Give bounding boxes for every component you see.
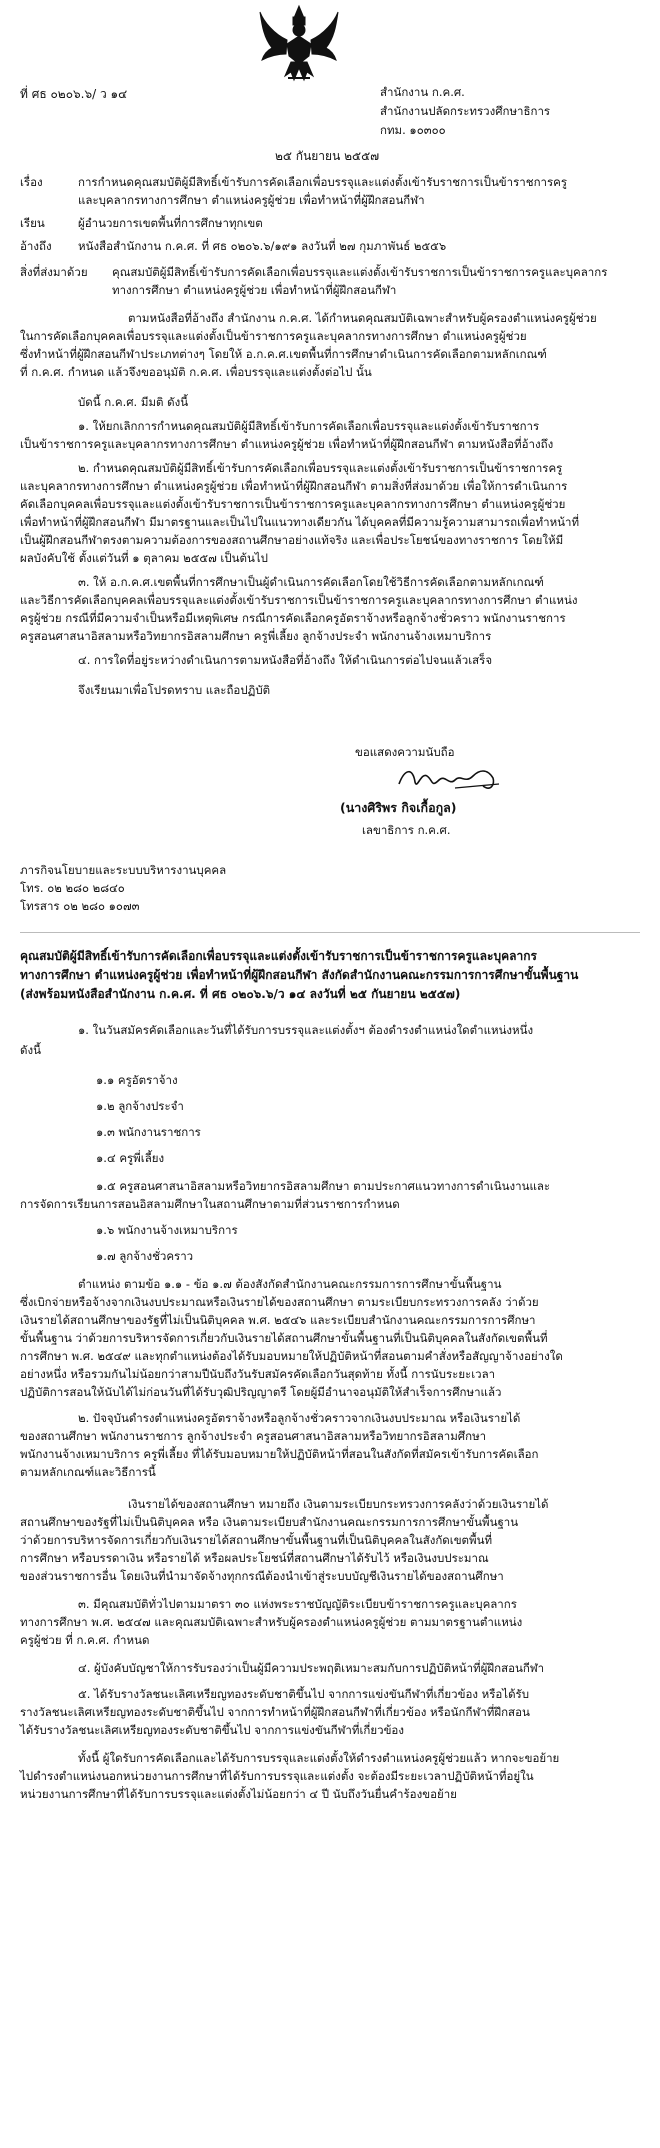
body-line: เป็นผู้ฝึกสอนกีฬาตรงตามความต้องการของสถานศึกษาอย่างแท้จริง และเพื่อประโยชน์ของทางราชการ โดยให้มี — [20, 533, 564, 547]
body-line: และบุคลากรทางการศึกษา ตำแหน่งครูผู้ช่วย เพื่อทำหน้าที่ผู้ฝึกสอนกีฬา ตามสิ่งที่ส่งมาด้วย เพื่อให้การดำเนินการ — [20, 479, 568, 493]
body-line: ตามหนังสือที่อ้างถึง สำนักงาน ก.ค.ศ. ได้กำหนดคุณสมบัติเฉพาะสำหรับผู้ครองตำแหน่งครูผู้ช่วย — [128, 311, 597, 325]
subject-label: เรื่อง — [20, 175, 43, 189]
closing-phrase: ขอแสดงความนับถือ — [355, 745, 455, 759]
attachment-line: ปฏิบัติการสอนให้นับได้ไม่ก่อนวันที่ได้รับวุฒิปริญญาตรี โดยผู้มีอำนาจอนุมัติให้สำเร็จการศึกษาแล้ว — [20, 1385, 502, 1399]
attachment-line: การศึกษา หรือบรรดาเงิน หรือรายได้ หรือผลประโยชน์ที่สถานศึกษาได้รับไว้ หรือเงินงบประมาณ — [20, 1551, 489, 1565]
attachment-line: การจัดการเรียนการสอนอิสลามศึกษาในสถานศึกษาตามที่ส่วนราชการกำหนด — [20, 1197, 400, 1211]
attachment-line: พนักงานจ้างเหมาบริการ ครูพี่เลี้ยง ที่ได้รับมอบหมายให้ปฏิบัติหน้าที่สอนในสังกัดที่สมัครเข้ารับการคัดเลือก — [20, 1447, 539, 1461]
office-line-1: สำนักงาน ก.ค.ศ. — [380, 85, 465, 99]
attachment-line: เงินรายได้สถานศึกษาของรัฐที่ไม่เป็นนิติบุคคล พ.ศ. ๒๕๔๖ และระเบียบสำนักงานคณะกรรมการการศึกษา — [20, 1313, 536, 1327]
enclosure-line-1: คุณสมบัติผู้มีสิทธิ์เข้ารับการคัดเลือกเพื่อบรรจุและแต่งตั้งเข้ารับราชการเป็นข้าราชการครูและบุคลากร — [112, 265, 608, 279]
document-number: ที่ ศธ ๐๒๐๖.๖/ ว ๑๔ — [20, 87, 128, 101]
reference-label: อ้างถึง — [20, 239, 52, 253]
attachment-line: ดังนี้ — [20, 1043, 41, 1057]
body-line: เพื่อทำหน้าที่ผู้ฝึกสอนกีฬา มีมาตรฐานและเป็นไปในแนวทางเดียวกัน ได้บุคคลที่มีความรู้ความสามารถเพื่อทำหน้าที่ — [20, 515, 580, 529]
attachment-line: หน่วยงานการศึกษาที่ได้รับการบรรจุและแต่งตั้งไม่น้อยกว่า ๔ ปี นับถึงวันยื่นคำร้องขอย้าย — [20, 1787, 457, 1801]
enclosure-line-2: ทางการศึกษา ตำแหน่งครูผู้ช่วย เพื่อทำหน้าที่ผู้ฝึกสอนกีฬา — [112, 283, 397, 297]
department: ภารกิจนโยบายและระบบบริหารงานบุคคล — [20, 863, 227, 877]
attachment-line: ของสถานศึกษา พนักงานราชการ ลูกจ้างประจำ ครูสอนศาสนาอิสลามหรือวิทยากรอิสลามศึกษา — [20, 1429, 487, 1443]
attachment-line: ของส่วนราชการอื่น โดยเงินที่นำมาจัดจ้างทุกกรณีต้องนำเข้าสู่ระบบบัญชีเงินรายได้ของสถานศึกษา — [20, 1569, 504, 1583]
body-line: ครูสอนศาสนาอิสลามหรือวิทยากรอิสลามศึกษา ครูพี่เลี้ยง ลูกจ้างประจำ พนักงานจ้างเหมาบริการ — [20, 629, 492, 643]
to-recipient: ผู้อำนวยการเขตพื้นที่การศึกษาทุกเขต — [78, 216, 263, 230]
attachment-line: รางวัลชนะเลิศเหรียญทองระดับชาติขึ้นไป จากการทำหน้าที่ผู้ฝึกสอนกีฬาที่เกี่ยวข้อง หรือนักกีฬาที่ฝึกสอน — [20, 1705, 530, 1719]
telephone: โทร. ๐๒ ๒๘๐ ๒๘๔๐ — [20, 881, 125, 895]
reference-text: หนังสือสำนักงาน ก.ค.ศ. ที่ ศธ ๐๒๐๖.๖/๑๙๑ ลงวันที่ ๒๗ กุมภาพันธ์ ๒๕๕๖ — [78, 239, 447, 253]
attachment-title-line-3: (ส่งพร้อมหนังสือสำนักงาน ก.ค.ศ. ที่ ศธ ๐๒๐๖.๖/ว ๑๔ ลงวันที่ ๒๕ กันยายน ๒๕๕๗) — [20, 987, 461, 1001]
attachment-line: ครูผู้ช่วย ที่ ก.ค.ศ. กำหนด — [20, 1633, 150, 1647]
body-line: คัดเลือกบุคคลเพื่อบรรจุและแต่งตั้งเข้ารับราชการเป็นข้าราชการครูและบุคลากรทางการศึกษา ตำแหน่งครูผู้ช่วย — [20, 497, 566, 511]
attachment-line: ๓. มีคุณสมบัติทั่วไปตามมาตรา ๓๐ แห่งพระราชบัญญัติระเบียบข้าราชการครูและบุคลากร — [78, 1597, 517, 1611]
body-line: จึงเรียนมาเพื่อโปรดทราบ และถือปฏิบัติ — [78, 683, 271, 697]
attachment-list-item: ๑.๕ ครูสอนศาสนาอิสลามหรือวิทยากรอิสลามศึกษา ตามประกาศแนวทางการดำเนินงานและ — [96, 1179, 551, 1193]
garuda-emblem-icon — [258, 4, 340, 84]
attachment-line: ตำแหน่ง ตามข้อ ๑.๑ - ข้อ ๑.๗ ต้องสังกัดสำนักงานคณะกรรมการการศึกษาขั้นพื้นฐาน — [78, 1277, 502, 1291]
attachment-line: ไปดำรงตำแหน่งนอกหน่วยงานการศึกษาที่ได้รับการบรรจุและแต่งตั้ง จะต้องมีระยะเวลาปฏิบัติหน้าที่อยู่ใน — [20, 1769, 534, 1783]
attachment-line: ทางการศึกษา พ.ศ. ๒๕๔๗ และคุณสมบัติเฉพาะสำหรับผู้ครองตำแหน่งครูผู้ช่วย ตามมาตรฐานตำแหน่ง — [20, 1615, 523, 1629]
enclosure-label: สิ่งที่ส่งมาด้วย — [20, 265, 88, 279]
attachment-line: สถานศึกษาของรัฐที่ไม่เป็นนิติบุคคล หรือ เงินตามระเบียบสำนักงานคณะกรรมการการศึกษาขั้นพื้นฐาน — [20, 1515, 519, 1529]
office-line-2: สำนักงานปลัดกระทรวงศึกษาธิการ — [380, 104, 551, 118]
attachment-line: ๒. ปัจจุบันดำรงตำแหน่งครูอัตราจ้างหรือลูกจ้างชั่วคราวจากเงินงบประมาณ หรือเงินรายได้ — [78, 1411, 521, 1425]
subject-line-1: การกำหนดคุณสมบัติผู้มีสิทธิ์เข้ารับการคัดเลือกเพื่อบรรจุและแต่งตั้งเข้ารับราชการเป็นข้าราชการครู — [78, 175, 568, 189]
body-line: ครูผู้ช่วย กรณีที่มีความจำเป็นหรือมีเหตุพิเศษ กรณีการคัดเลือกครูอัตราจ้างหรือลูกจ้างชั่วคราว พนักงานราชการ — [20, 611, 566, 625]
attachment-line: ว่าด้วยการบริหารจัดการเกี่ยวกับเงินรายได้สถานศึกษาขั้นพื้นฐานที่เป็นนิติบุคคลในสังกัดเขตพื้นที่ — [20, 1533, 493, 1547]
body-line: ที่ ก.ค.ศ. กำหนด แล้วจึงขออนุมัติ ก.ค.ศ. เพื่อบรรจุและแต่งตั้งต่อไป นั้น — [20, 365, 372, 379]
body-line: เป็นข้าราชการครูและบุคลากรทางการศึกษา ตำแหน่งครูผู้ช่วย เพื่อทำหน้าที่ผู้ฝึกสอนกีฬา ตามหนังสือที่อ้างถึง — [20, 437, 554, 451]
body-line: ผลบังคับใช้ ตั้งแต่วันที่ ๑ ตุลาคม ๒๕๕๗ เป็นต้นไป — [20, 551, 268, 565]
subject-line-2: และบุคลากรทางการศึกษา ตำแหน่งครูผู้ช่วย เพื่อทำหน้าที่ผู้ฝึกสอนกีฬา — [78, 193, 425, 207]
signer-title: เลขาธิการ ก.ค.ศ. — [362, 823, 451, 837]
body-line: บัดนี้ ก.ค.ศ. มีมติ ดังนี้ — [78, 395, 189, 409]
attachment-title-line-1: คุณสมบัติผู้มีสิทธิ์เข้ารับการคัดเลือกเพื่อบรรจุและแต่งตั้งเข้ารับราชการเป็นข้าราชการครูและบุคลากร — [20, 949, 537, 963]
letter-date: ๒๕ กันยายน ๒๕๕๗ — [275, 149, 380, 163]
attachment-list-item: ๑.๗ ลูกจ้างชั่วคราว — [96, 1249, 194, 1263]
body-line: ๔. การใดที่อยู่ระหว่างดำเนินการตามหนังสือที่อ้างถึง ให้ดำเนินการต่อไปจนแล้วเสร็จ — [78, 653, 493, 667]
body-line: ๑. ให้ยกเลิกการกำหนดคุณสมบัติผู้มีสิทธิ์เข้ารับการคัดเลือกเพื่อบรรจุและแต่งตั้งเข้ารับราชการ — [78, 419, 540, 433]
handwritten-signature — [395, 762, 505, 796]
attachment-list-item: ๑.๒ ลูกจ้างประจำ — [96, 1099, 184, 1113]
attachment-line: ซึ่งเบิกจ่ายหรือจ้างจากเงินงบประมาณหรือเงินรายได้ของสถานศึกษา ตามระเบียบกระทรวงการคลัง ว่าด้วย — [20, 1295, 539, 1309]
page-divider — [20, 932, 640, 933]
fax: โทรสาร ๐๒ ๒๘๐ ๑๐๗๓ — [20, 899, 140, 913]
body-line: และวิธีการคัดเลือกบุคคลเพื่อบรรจุและแต่งตั้งเข้ารับราชการเป็นข้าราชการครูและบุคลากรทางการศึกษา ตำแหน่ง — [20, 593, 578, 607]
body-line: ในการคัดเลือกบุคคลเพื่อบรรจุและแต่งตั้งเป็นข้าราชการครูและบุคลากรทางการศึกษา ตำแหน่งครูผู้ช่วย — [20, 329, 527, 343]
attachment-title-line-2: ทางการศึกษา ตำแหน่งครูผู้ช่วย เพื่อทำหน้าที่ผู้ฝึกสอนกีฬา สังกัดสำนักงานคณะกรรมการการศึกษาขั้นพื้นฐาน — [20, 968, 579, 982]
attachment-list-item: ๑.๓ พนักงานราชการ — [96, 1125, 201, 1139]
attachment-list-item: ๑.๑ ครูอัตราจ้าง — [96, 1073, 178, 1087]
attachment-line: อย่างหนึ่ง หรือรวมกันไม่น้อยกว่าสามปีนับถึงวันรับสมัครคัดเลือกวันสุดท้าย ทั้งนี้ การนับระยะเวลา — [20, 1367, 496, 1381]
attachment-line: การศึกษา พ.ศ. ๒๕๔๙ และทุกตำแหน่งต้องได้รับมอบหมายให้ปฏิบัติหน้าที่สอนตามคำสั่งหรือสัญญาจ้างอย่างใด — [20, 1349, 563, 1363]
attachment-line: ๔. ผู้บังคับบัญชาให้การรับรองว่าเป็นผู้มีความประพฤติเหมาะสมกับการปฏิบัติหน้าที่ผู้ฝึกสอนกีฬา — [78, 1661, 545, 1675]
signer-name: (นางศิริพร กิจเกื้อกูล) — [340, 800, 457, 815]
attachment-line: ขั้นพื้นฐาน ว่าด้วยการบริหารจัดการเกี่ยวกับเงินรายได้สถานศึกษาขั้นพื้นฐานที่เป็นนิติบุคคลในสังกัดเขตพื้นที่ — [20, 1331, 548, 1345]
attachment-line: เงินรายได้ของสถานศึกษา หมายถึง เงินตามระเบียบกระทรวงการคลังว่าด้วยเงินรายได้ — [128, 1497, 549, 1511]
attachment-line: ตามหลักเกณฑ์และวิธีการนี้ — [20, 1465, 156, 1479]
attachment-list-item: ๑.๔ ครูพี่เลี้ยง — [96, 1151, 165, 1165]
attachment-line: ทั้งนี้ ผู้ใดรับการคัดเลือกและได้รับการบรรจุและแต่งตั้งให้ดำรงตำแหน่งครูผู้ช่วยแล้ว หากจะขอย้าย — [78, 1751, 560, 1765]
attachment-list-item: ๑.๖ พนักงานจ้างเหมาบริการ — [96, 1223, 238, 1237]
to-label: เรียน — [20, 216, 45, 230]
body-line: ซึ่งทำหน้าที่ผู้ฝึกสอนกีฬาประเภทต่างๆ โดยให้ อ.ก.ค.ศ.เขตพื้นที่การศึกษาดำเนินการคัดเลือกตามหลักเกณฑ์ — [20, 347, 547, 361]
body-line: ๓. ให้ อ.ก.ค.ศ.เขตพื้นที่การศึกษาเป็นผู้ดำเนินการคัดเลือกโดยใช้วิธีการคัดเลือกตามหลักเกณฑ์ — [78, 575, 544, 589]
attachment-line: ๕. ได้รับรางวัลชนะเลิศเหรียญทองระดับชาติขึ้นไป จากการแข่งขันกีฬาที่เกี่ยวข้อง หรือได้รับ — [78, 1687, 530, 1701]
attachment-line: ๑. ในวันสมัครคัดเลือกและวันที่ได้รับการบรรจุและแต่งตั้งฯ ต้องดำรงตำแหน่งใดตำแหน่งหนึ่ง — [78, 1023, 534, 1037]
attachment-line: ได้รับรางวัลชนะเลิศเหรียญทองระดับชาติขึ้นไป จากการแข่งขันกีฬาที่เกี่ยวข้อง — [20, 1723, 404, 1737]
body-line: ๒. กำหนดคุณสมบัติผู้มีสิทธิ์เข้ารับการคัดเลือกเพื่อบรรจุและแต่งตั้งเข้ารับราชการเป็นข้าราชการครู — [78, 461, 563, 475]
office-line-3: กทม. ๑๐๓๐๐ — [380, 123, 446, 137]
